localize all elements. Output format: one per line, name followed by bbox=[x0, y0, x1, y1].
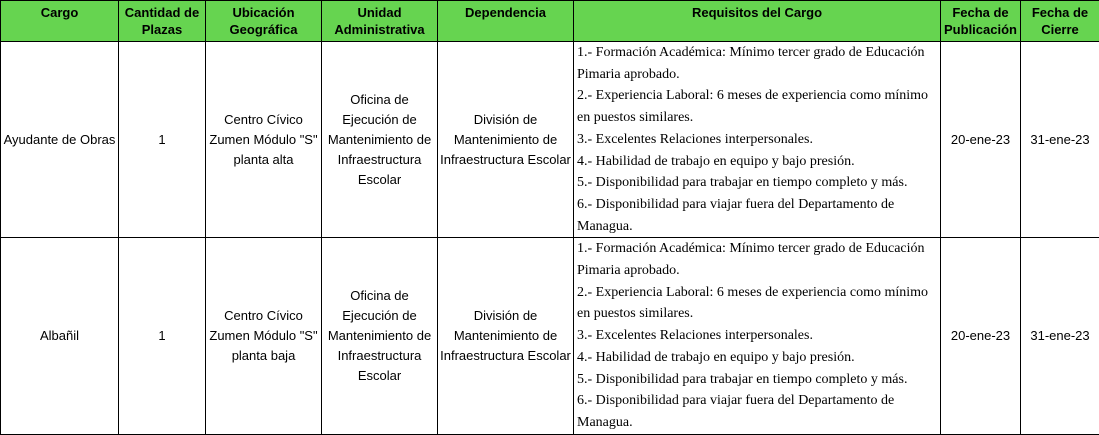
requisito-item: 5.- Disponibilidad para trabajar en tiempo completo y más. bbox=[577, 172, 937, 194]
cierre-cell: 31-ene-23 bbox=[1021, 42, 1099, 238]
header-row bbox=[1, 1, 1099, 42]
dependencia-cell: División de Mantenimiento de Infraestructura Escolar bbox=[438, 238, 574, 434]
unidad-cell: Oficina de Ejecución de Mantenimiento de Infraestructura Escolar bbox=[322, 42, 438, 238]
publicacion-cell: 20-ene-23 bbox=[941, 42, 1021, 238]
requisito-item: 6.- Disponibilidad para viajar fuera del Departamento de Managua. bbox=[577, 194, 937, 237]
cierre-cell: 31-ene-23 bbox=[1021, 238, 1099, 434]
ubicacion-cell: Centro Cívico Zumen Módulo "S" planta alta bbox=[206, 42, 322, 238]
col-header-requisitos: Requisitos del Cargo bbox=[574, 1, 941, 42]
table-row bbox=[1, 238, 1099, 434]
col-header-ubicacion: Ubicación Geográfica bbox=[206, 1, 322, 42]
requisito-item: 3.- Excelentes Relaciones interpersonales. bbox=[577, 129, 937, 151]
col-header-plazas: Cantidad de Plazas bbox=[119, 1, 206, 42]
col-header-dependencia: Dependencia bbox=[438, 1, 574, 42]
unidad-cell: Oficina de Ejecución de Mantenimiento de Infraestructura Escolar bbox=[322, 238, 438, 434]
requisito-item: 1.- Formación Académica: Mínimo tercer grado de Educación Pimaria aprobado. bbox=[577, 42, 937, 85]
requisito-item: 2.- Experiencia Laboral: 6 meses de experiencia como mínimo en puestos similares. bbox=[577, 85, 937, 128]
dependencia-cell: División de Mantenimiento de Infraestructura Escolar bbox=[438, 42, 574, 238]
requisito-item: 4.- Habilidad de trabajo en equipo y bajo presión. bbox=[577, 347, 937, 369]
col-header-cargo: Cargo bbox=[1, 1, 119, 42]
cargo-cell: Albañil bbox=[1, 238, 119, 434]
table-row bbox=[1, 42, 1099, 238]
requisito-item: 4.- Habilidad de trabajo en equipo y bajo presión. bbox=[577, 151, 937, 173]
requisito-item: 6.- Disponibilidad para viajar fuera del Departamento de Managua. bbox=[577, 390, 937, 433]
col-header-cierre: Fecha de Cierre bbox=[1021, 1, 1099, 42]
col-header-unidad: Unidad Administrativa bbox=[322, 1, 438, 42]
requisitos-cell bbox=[574, 42, 941, 238]
plazas-cell: 1 bbox=[119, 238, 206, 434]
requisito-item: 3.- Excelentes Relaciones interpersonales. bbox=[577, 325, 937, 347]
requisitos-cell bbox=[574, 238, 941, 434]
requisito-item: 5.- Disponibilidad para trabajar en tiempo completo y más. bbox=[577, 369, 937, 391]
cargo-cell: Ayudante de Obras bbox=[1, 42, 119, 238]
plazas-cell: 1 bbox=[119, 42, 206, 238]
ubicacion-cell: Centro Cívico Zumen Módulo "S" planta baja bbox=[206, 238, 322, 434]
requisito-item: 1.- Formación Académica: Mínimo tercer grado de Educación Pimaria aprobado. bbox=[577, 238, 937, 281]
publicacion-cell: 20-ene-23 bbox=[941, 238, 1021, 434]
col-header-publicacion: Fecha de Publicación bbox=[941, 1, 1021, 42]
requisito-item: 2.- Experiencia Laboral: 6 meses de experiencia como mínimo en puestos similares. bbox=[577, 282, 937, 325]
